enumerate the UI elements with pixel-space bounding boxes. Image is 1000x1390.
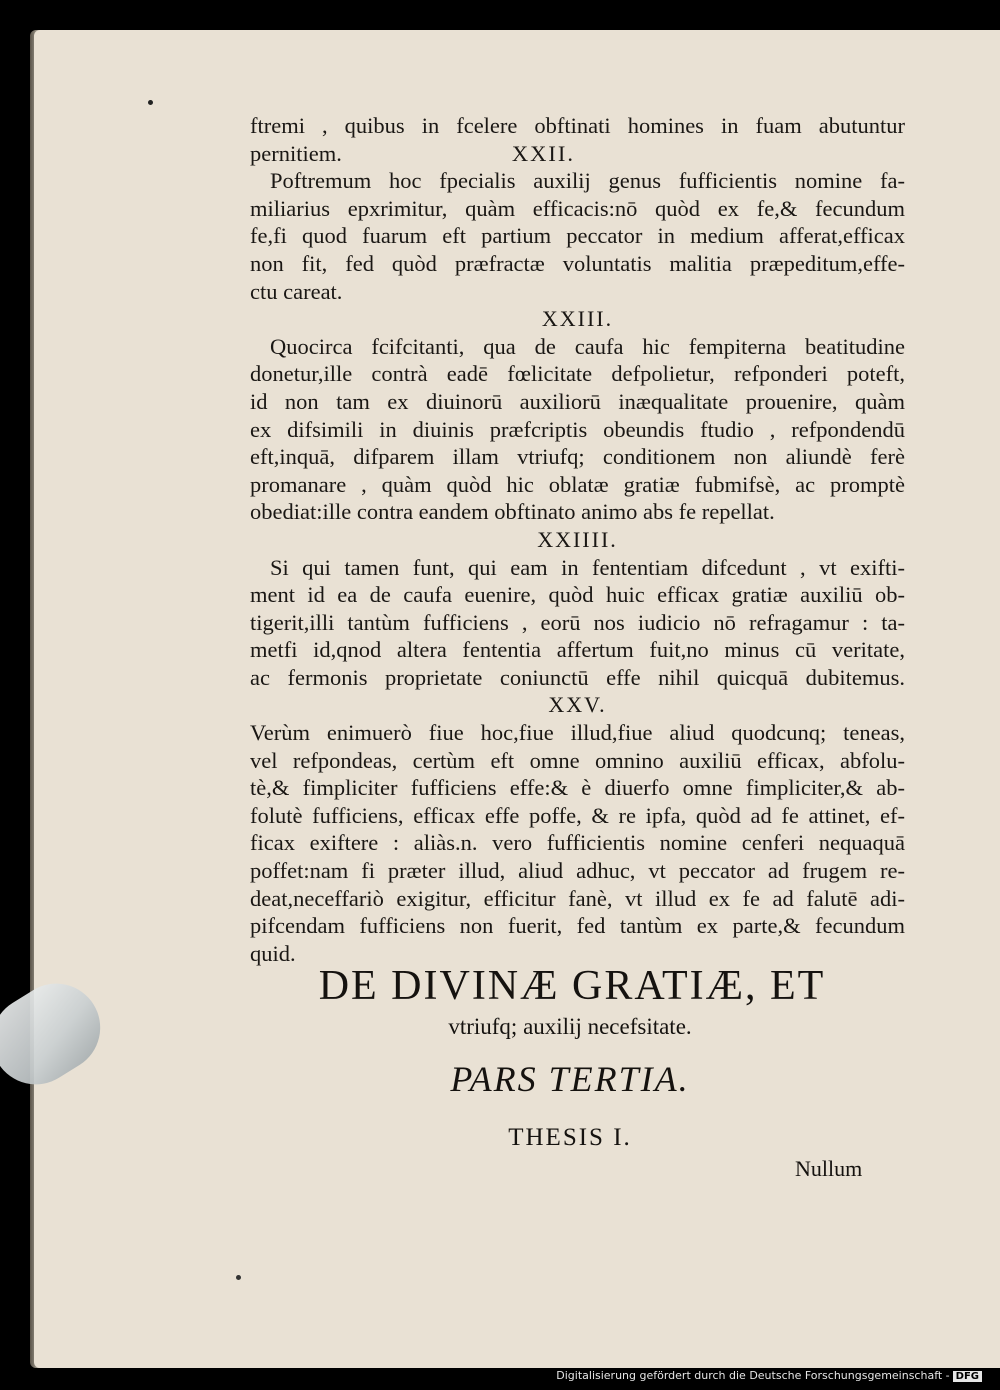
part-heading: PARS TERTIA. (450, 1059, 690, 1099)
text-line: fe,fi quod fuarum eft partium peccator in medium afferat,efficax (250, 223, 905, 249)
text-line: tigerit,illi tantùm fufficiens , eorū nos iudicio nō refragamur : ta- (250, 609, 905, 635)
text-line: ftremi , quibus in fcelere obftinati homines in fuam abutuntur (250, 113, 905, 138)
footer-text: Digitalisierung gefördert durch die Deutsche Forschungsgemeinschaft - (556, 1369, 950, 1382)
dfg-logo: DFG (953, 1371, 982, 1382)
catchword: Nullum (795, 1156, 863, 1181)
text-line: ctu careat. (250, 278, 343, 304)
ink-spot (148, 100, 153, 105)
section-number-xxiiii: XXIIII. (537, 526, 618, 552)
text-line: Quocirca fcifcitanti, qua de caufa hic fempiterna beatitudine (270, 333, 905, 359)
text-line: donetur,ille contrà eadē fœlicitate defpolietur, refponderi poteft, (250, 361, 905, 387)
text-line: quid. (250, 940, 296, 966)
text-line: eft,inquā, difparem illam vtriufq; conditionem non aliundè ferè (250, 444, 905, 470)
text-line: promanare , quàm quòd hic oblatæ gratiæ fubmifsè, ac promptè (250, 471, 905, 497)
text-line: ment id ea de caufa euenire, quòd huic efficax gratiæ auxiliū ob- (250, 582, 905, 608)
text-line: folutè fufficiens, efficax effe poffe, & re ipfa, quòd ad fe attinet, ef- (250, 802, 905, 828)
text-line: vel refpondeas, certùm eft omne omnino auxiliū efficax, abfolu- (250, 747, 905, 773)
text-line (250, 140, 905, 168)
body-text (250, 112, 905, 967)
text-line: non fit, fed quòd præfractæ voluntatis malitia præpeditum,effe- (250, 250, 905, 276)
thesis-heading: THESIS I. (508, 1124, 632, 1151)
section-title: DE DIVINÆ GRATIÆ, ET (318, 963, 826, 1009)
section-number-xxii: XXII. (511, 140, 575, 166)
text-line: Verùm enimuerò fiue hoc,fiue illud,fiue aliud quodcunq; teneas, (250, 720, 905, 746)
text-fragment: pernitiem. (250, 140, 342, 166)
text-line: ficax exiftere : aliàs.n. vero fufficientis nomine cenferi nequaquā (250, 830, 905, 856)
text-line: pifcendam fufficiens non fuerit, fed tantùm ex parte,& fecundum (250, 913, 905, 939)
text-line: metfi id,qnod altera fententia affertum fuit,no minus cū veritate, (250, 637, 905, 663)
section-number-xxv: XXV. (548, 692, 607, 718)
text-line: ac fermonis proprietate coniunctū effe nihil quicquā dubitemus. (250, 664, 905, 690)
text-line: Poftremum hoc fpecialis auxilij genus fufficientis nomine fa- (270, 168, 905, 194)
text-line: id non tam ex diuinorū auxiliorū inæqualitate prouenire, quàm (250, 388, 905, 414)
digitization-footer (556, 1369, 982, 1382)
text-line: poffet:nam fi præter illud, aliud adhuc, vt peccator ad frugem re- (250, 858, 905, 884)
text-line: obediat:ille contra eandem obftinato animo abs fe repellat. (250, 499, 775, 525)
text-line: tè,& fimpliciter fufficiens effe:& è diuerfo omne fimpliciter,& ab- (250, 775, 905, 801)
section-subtitle: vtriufq; auxilij necefsitate. (448, 1014, 692, 1039)
section-number-xxiii: XXIII. (541, 306, 614, 332)
text-line: ex difsimili in diuinis præfcriptis obeundis ftudio , refpondendū (250, 416, 905, 442)
ink-spot (236, 1275, 241, 1280)
text-line: Si qui tamen funt, qui eam in fententiam difcedunt , vt exifti- (270, 554, 905, 580)
text-line: miliarius epxrimitur, quàm efficacis:nō quòd ex fe,& fecundum (250, 195, 905, 221)
text-line: deat,neceffariò exigitur, efficitur fanè, vt illud ex fe ad falutē adi- (250, 885, 905, 911)
